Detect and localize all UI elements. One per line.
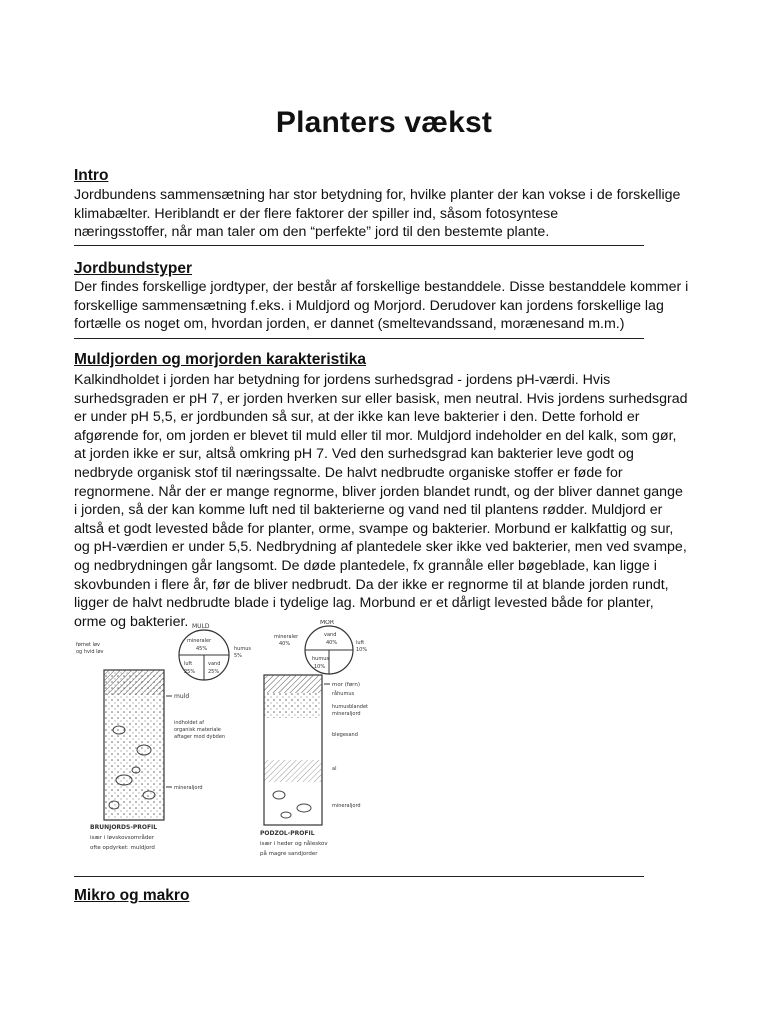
figure-caption: på magre sandjorder: [260, 851, 318, 857]
figure-caption: især i løvskovsområder: [90, 835, 155, 841]
text-line: og pH-værdien er under 5,5. Nedbrydning af plantedele sker ikke ved bakterier, men ved svampe,: [74, 539, 687, 556]
figure-label: mineraljord: [332, 803, 361, 809]
figure-label: humus: [234, 646, 251, 652]
figure-label: 10%: [356, 647, 368, 653]
figure-label: 5%: [234, 653, 242, 659]
figure-label: 25%: [184, 669, 196, 675]
section-heading-mikro-makro: Mikro og makro: [74, 887, 190, 904]
text-line: Jordbundens sammensætning har stor betydning for, hvilke planter der kan vokse i de forskellige: [74, 187, 681, 203]
text-line: skovbunden i flere år, før de bliver nedbrudt. Da der ikke er regnorme til at blande jorden rundt,: [74, 576, 669, 593]
horizontal-rule: [74, 338, 644, 339]
text-line: ligger de halvt nedbrudte blade i tydelige lag. Morbund er et dårligt levested både for planter,: [74, 595, 654, 612]
section-paragraph-intro: [74, 186, 714, 242]
soil-profiles-figure: [74, 620, 384, 865]
figure-label: humusblandet: [332, 704, 368, 710]
figure-label: mineraljord: [174, 785, 203, 791]
text-line: surhedsgraden er pH 7, er jorden hverken sur eller basisk, men neutral. Hvis jordens surhedsgrad: [74, 390, 688, 407]
figure-label: luft: [356, 640, 365, 646]
figure-label: luft: [184, 661, 193, 667]
text-line: klimabælter. Heriblandt er der flere faktorer der spiller ind, såsom fotosyntese: [74, 205, 559, 222]
section-paragraph-muld-mor: [74, 371, 714, 631]
figure-label: organisk materiale: [174, 727, 221, 733]
text-line: og nedbrydningen går langsomt. De døde plantedele, fx grannåle eller bøgeblade, kan ligge i: [74, 557, 657, 574]
figure-label: mineraler: [274, 634, 299, 640]
page-title: Planters vækst: [275, 106, 493, 139]
circle-title: MOR: [320, 620, 335, 626]
figure-label: 25%: [208, 669, 220, 675]
text-line: Kalkindholdet i jorden har betydning for jordens surhedsgrad - jordens pH-værdi. Hvis: [74, 372, 611, 388]
figure-label: indholdet af: [174, 720, 204, 726]
figure-label: al: [332, 766, 337, 772]
podzol-profile: [260, 620, 368, 857]
text-line: nedbryde organisk stof til næringssalte. De halvt nedbrudte organiske stoffer er føde for: [74, 464, 623, 481]
figure-label: mineraler: [187, 638, 212, 644]
figure-label: vand: [324, 632, 337, 638]
figure-caption: PODZOL-PROFIL: [260, 830, 315, 837]
figure-caption: ofte opdyrket: muldjord: [90, 845, 155, 851]
figure-label: mor (førn): [332, 682, 360, 688]
figure-label: 40%: [279, 641, 291, 647]
figure-label: aftager mod dybden: [174, 734, 226, 740]
section-heading-jordbundstyper: Jordbundstyper: [74, 260, 192, 277]
brunjords-profile: [76, 623, 251, 851]
text-line: næringsstoffer, når man taler om den “perfekte” jord til den bestemte plante.: [74, 224, 550, 241]
figure-label: mineraljord: [332, 711, 361, 717]
text-line: er under pH 5,5, er jordbunden så sur, at der ikke kan leve bakterier i den. Dette forhold er: [74, 409, 640, 426]
figure-label: råhumus: [332, 691, 355, 697]
figure-caption: især i heder og nåleskov: [260, 841, 328, 847]
figure-label: blegesand: [332, 732, 358, 738]
text-line: fortælle os noget om, hvordan jorden, er dannet (smeltevandssand, morænesand m.m.): [74, 316, 625, 333]
text-line: altså et godt levested både for planter, orme, svampe og bakterier. Morbund er kalkfattig og sur,: [74, 520, 674, 537]
section-heading-intro: Intro: [74, 167, 109, 184]
section-paragraph-jordbundstyper: [74, 278, 714, 334]
figure-label: 40%: [326, 640, 338, 646]
figure-label: 45%: [196, 646, 208, 652]
figure-label: vand: [208, 661, 221, 667]
figure-label: og hvid løv: [76, 649, 104, 655]
text-line: Der findes forskellige jordtyper, der består af forskellige bestanddele. Disse bestanddele kommer i: [74, 279, 689, 295]
horizontal-rule: [74, 876, 644, 877]
text-line: regnormene. Når der er mange regnorme, bliver jorden blandet rundt, og der bliver dannet gange: [74, 483, 683, 500]
text-line: afgørende for, om jorden er blevet til muld eller til mor. Muldjord indeholder en del kalk, som gør,: [74, 427, 677, 444]
figure-label: førnet løv: [76, 642, 100, 648]
horizontal-rule: [74, 245, 644, 246]
text-line: at jorden ikke er sur, altså omkring pH 7. Ved den surhedsgrad kan bakterier leve godt og: [74, 446, 634, 463]
figure-label: muld: [174, 693, 190, 700]
text-line: i jorden, så der kan komme luft ned til bakterierne og vand ned til plantens rødder. Muldjord er: [74, 502, 663, 519]
figure-label: humus: [312, 656, 329, 662]
section-heading-muld-mor: Muldjorden og morjorden karakteristika: [74, 351, 366, 368]
circle-title: MULD: [192, 623, 210, 630]
text-line: forskellige sammensætning f.eks. i Muldjord og Morjord. Derudover kan jordens forskellige lag: [74, 297, 664, 314]
figure-label: 10%: [314, 664, 326, 670]
text-line: orme og bakterier.: [74, 613, 189, 630]
figure-caption: BRUNJORDS-PROFIL: [90, 824, 158, 831]
